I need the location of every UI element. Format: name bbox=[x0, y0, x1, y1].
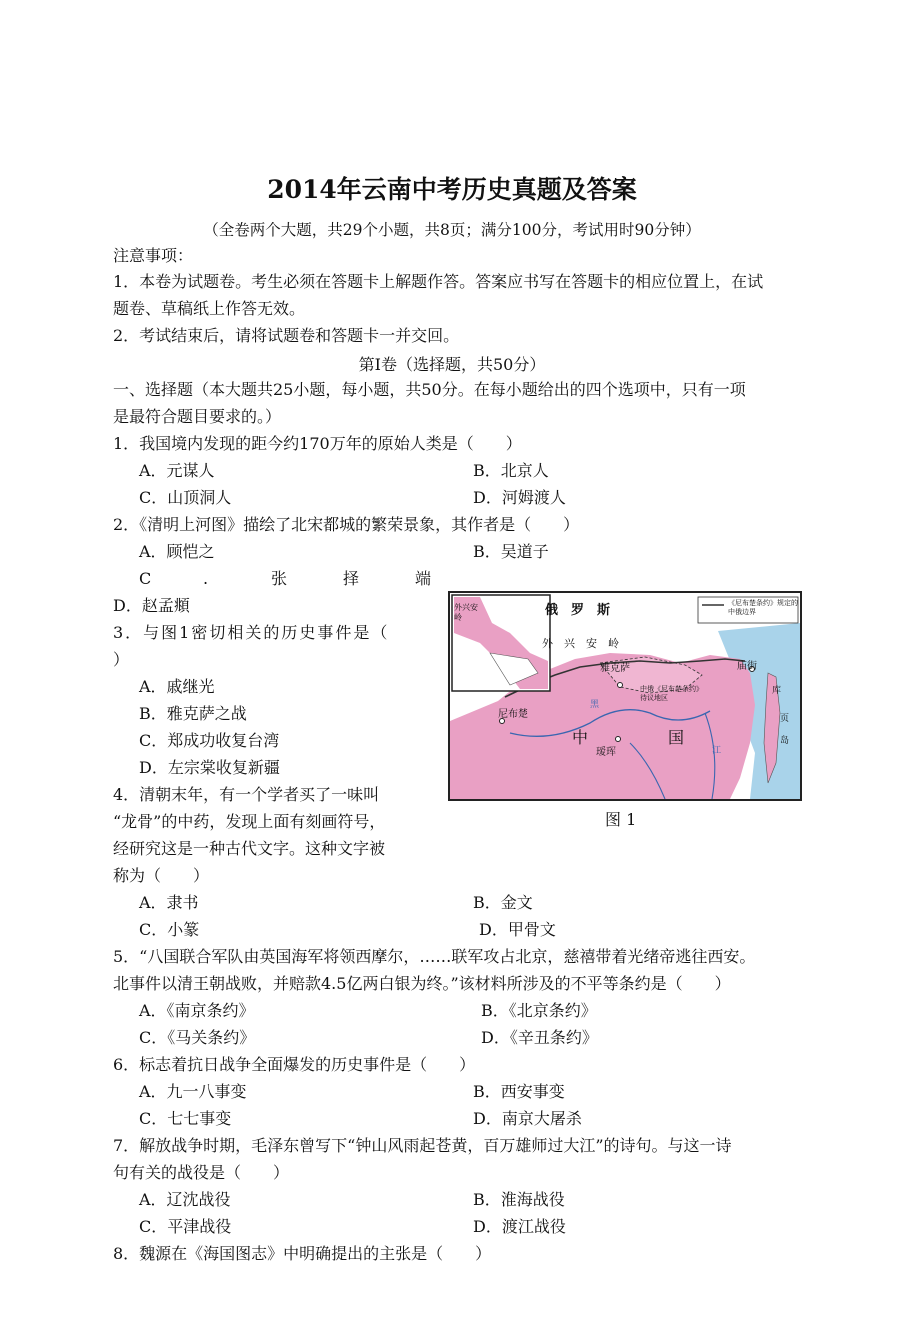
map-marker-aihui bbox=[616, 737, 621, 742]
q4-line-2: “龙骨”的中药，发现上面有刻画符号， bbox=[113, 812, 386, 831]
q1-option-a: A．元谋人 bbox=[139, 461, 215, 480]
figure-1-map bbox=[448, 591, 802, 801]
q1-stem: 1．我国境内发现的距今约170万年的原始人类是（ ） bbox=[113, 434, 522, 453]
q7-option-c: C．平津战役 bbox=[139, 1217, 232, 1236]
q3-stem-line-2: ） bbox=[113, 650, 130, 669]
map-label-miaojie: 庙街 bbox=[737, 661, 757, 672]
map-inset-label: 外兴安岭 bbox=[454, 603, 478, 622]
q5-option-a: A．《南京条约》 bbox=[139, 1001, 255, 1020]
q2-option-c-char1: 张 bbox=[271, 569, 288, 588]
q5-option-d: D．《辛丑条约》 bbox=[481, 1028, 598, 1047]
q8-stem: 8．魏源在《海国图志》中明确提出的主张是（ ） bbox=[113, 1244, 492, 1263]
map-label-yakesa: 雅克萨 bbox=[600, 663, 630, 674]
q2-option-d: D．赵孟頫 bbox=[113, 596, 190, 615]
q4-option-c: C．小篆 bbox=[139, 920, 200, 939]
map-label-river-2: 江 bbox=[712, 746, 722, 756]
q5-line-1: 5．“八国联合军队由英国海军将领西摩尔，……联军攻占北京，慈禧带着光绪帝逃往西安。 bbox=[113, 947, 756, 966]
part1-line-1: 一、选择题（本大题共25小题，每小题，共50分。在每小题给出的四个选项中，只有一项 bbox=[113, 380, 746, 399]
notice-1-line-1: 1．本卷为试题卷。考生必须在答题卡上解题作答。答案应书写在答题卡的相应位置上，在试 bbox=[113, 272, 764, 291]
q2-option-c-dot: . bbox=[203, 569, 209, 588]
q6-option-a: A．九一八事变 bbox=[139, 1082, 247, 1101]
q5-line-2: 北事件以清王朝战败，并赔款4.5亿两白银为终。”该材料所涉及的不平等条约是（ ） bbox=[113, 974, 731, 993]
map-label-kuye-2: 页 bbox=[780, 714, 790, 724]
q2-option-c-char3: 端 bbox=[415, 569, 432, 588]
map-label-russia: 俄 罗 斯 bbox=[545, 603, 611, 618]
q2-option-c-char2: 择 bbox=[343, 569, 360, 588]
q3-option-a: A．戚继光 bbox=[139, 677, 215, 696]
map-label-china-1: 中 bbox=[572, 728, 589, 747]
q2-option-c-letter: C bbox=[139, 569, 152, 588]
q6-option-b: B．西安事变 bbox=[473, 1082, 565, 1101]
exam-info: （全卷两个大题，共29个小题，共8页；满分100分，考试用时90分钟） bbox=[203, 221, 701, 239]
notice-heading: 注意事项： bbox=[113, 246, 194, 265]
q5-option-b: B．《北京条约》 bbox=[481, 1001, 597, 1020]
map-label-china-2: 国 bbox=[668, 728, 685, 747]
q6-option-d: D．南京大屠杀 bbox=[473, 1109, 582, 1128]
section-title: 第Ⅰ卷（选择题，共50分） bbox=[358, 355, 546, 374]
q3-option-b: B．雅克萨之战 bbox=[139, 704, 247, 723]
q4-line-4: 称为（ ） bbox=[113, 866, 210, 885]
notice-1-line-2: 题卷、草稿纸上作答无效。 bbox=[113, 299, 306, 318]
q4-option-a: A．隶书 bbox=[139, 893, 199, 912]
q1-option-b: B．北京人 bbox=[473, 461, 549, 480]
q7-option-b: B．淮海战役 bbox=[473, 1190, 565, 1209]
q7-option-d: D．渡江战役 bbox=[473, 1217, 566, 1236]
q1-option-d: D．河姆渡人 bbox=[473, 488, 566, 507]
q4-option-b: B．金文 bbox=[473, 893, 533, 912]
map-legend-text: 《尼布楚条约》规定的中俄边界 bbox=[728, 599, 798, 616]
q2-option-a: A．顾恺之 bbox=[139, 542, 215, 561]
map-label-kuye-3: 岛 bbox=[780, 736, 790, 746]
map-label-zone: 中俄《尼布楚条约》待议地区 bbox=[640, 685, 700, 702]
q7-line-1: 7．解放战争时期，毛泽东曾写下“钟山风雨起苍黄，百万雄师过大江”的诗句。与这一诗 bbox=[113, 1136, 732, 1155]
part1-line-2: 是最符合题目要求的。） bbox=[113, 407, 282, 426]
q6-stem: 6．标志着抗日战争全面爆发的历史事件是（ ） bbox=[113, 1055, 476, 1074]
figure-caption: 图 1 bbox=[605, 810, 637, 829]
q6-option-c: C．七七事变 bbox=[139, 1109, 232, 1128]
map-svg bbox=[450, 593, 800, 799]
map-label-river-1: 黑 bbox=[590, 700, 600, 710]
page-title: 2014年云南中考历史真题及答案 bbox=[267, 175, 637, 204]
q5-option-c: C．《马关条约》 bbox=[139, 1028, 256, 1047]
q4-option-d: D．甲骨文 bbox=[479, 920, 556, 939]
map-label-mountain: 外 兴 安 岭 bbox=[542, 637, 619, 650]
q3-stem-line-1: 3．与图1密切相关的历史事件是（ bbox=[113, 623, 390, 642]
q4-line-3: 经研究这是一种古代文字。这种文字被 bbox=[113, 839, 386, 858]
map-label-nibuchu: 尼布楚 bbox=[498, 709, 528, 720]
map-label-kuye-1: 库 bbox=[772, 686, 782, 696]
q2-option-b: B．吴道子 bbox=[473, 542, 549, 561]
notice-2: 2．考试结束后，请将试题卷和答题卡一并交回。 bbox=[113, 326, 460, 345]
q3-option-c: C．郑成功收复台湾 bbox=[139, 731, 280, 750]
q4-line-1: 4．清朝末年，有一个学者买了一味叫 bbox=[113, 785, 380, 804]
q3-option-d: D．左宗棠收复新疆 bbox=[139, 758, 280, 777]
q2-stem: 2．《清明上河图》描绘了北宋都城的繁荣景象，其作者是（ ） bbox=[113, 515, 580, 534]
q7-option-a: A．辽沈战役 bbox=[139, 1190, 231, 1209]
q1-option-c: C．山顶洞人 bbox=[139, 488, 232, 507]
map-label-aihui: 瑷珲 bbox=[596, 747, 616, 758]
q7-line-2: 句有关的战役是（ ） bbox=[113, 1163, 290, 1182]
map-marker-yakesa bbox=[618, 683, 623, 688]
